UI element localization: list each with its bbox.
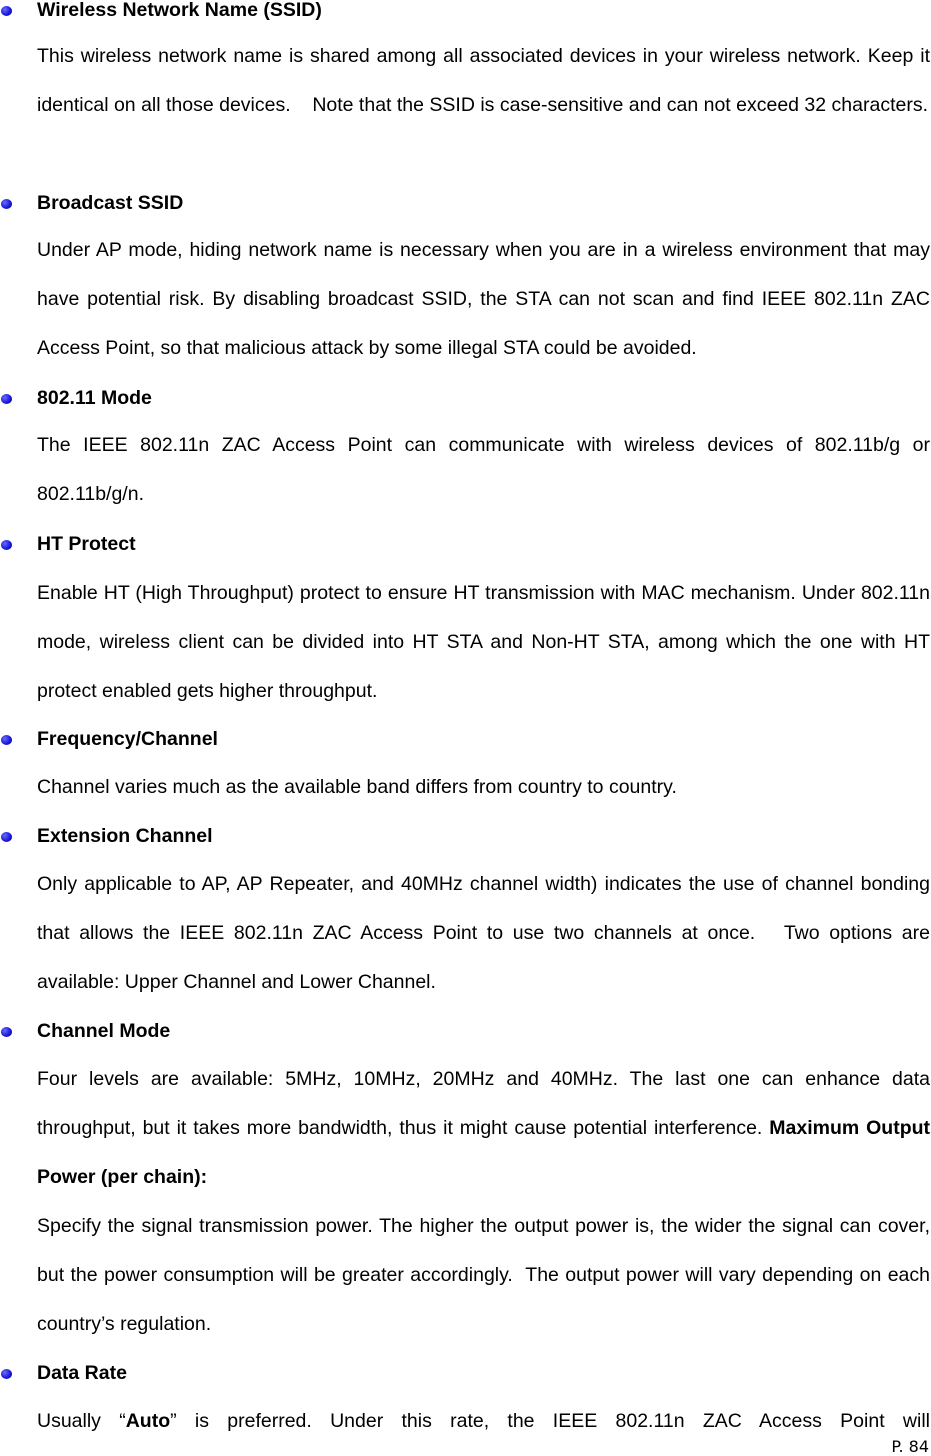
section-heading-ssid: Wireless Network Name (SSID) — [37, 0, 322, 22]
inline-heading-max-output-power: Maximum Output Power (per chain): — [37, 1117, 931, 1188]
bullet-icon — [1, 6, 12, 16]
section-heading-80211-mode: 802.11 Mode — [37, 386, 152, 410]
section-body-extension-channel: Only applicable to AP, AP Repeater, and 40MHz channel width) indicates the use of channel bonding that allows the IEEE 802.11n ZAC Access Point to use two channels at once. Two options are available: Upper Channel and Lower Channel. — [37, 873, 930, 993]
section-heading-ht-protect: HT Protect — [37, 532, 136, 556]
bullet-icon — [1, 1027, 12, 1037]
bullet-icon — [1, 540, 12, 550]
section-body-channel-mode: Four levels are available: 5MHz, 10MHz, 20MHz and 40MHz. The last one can enhance data throughput, but it takes more bandwidth, thus it might cause potential interference. Maximum Output Power (per chain): — [37, 1068, 931, 1188]
bullet-icon — [1, 1369, 12, 1379]
section-body-ssid: This wireless network name is shared among all associated devices in your wireless network. Keep it identical on all those devices. Note that the SSID is case-sensitive and can not exceed 32 characters. — [37, 45, 930, 116]
section-body-80211-mode: The IEEE 802.11n ZAC Access Point can communicate with wireless devices of 802.11b/g or 802.11b/g/n. — [37, 434, 930, 505]
section-heading-data-rate: Data Rate — [37, 1361, 127, 1385]
bullet-icon — [1, 394, 12, 404]
section-heading-frequency-channel: Frequency/Channel — [37, 727, 218, 751]
page-number: P. 84 — [891, 1437, 929, 1456]
bullet-icon — [1, 832, 12, 842]
section-body-ht-protect: Enable HT (High Throughput) protect to ensure HT transmission with MAC mechanism. Under 802.11n mode, wireless client can be divided into HT STA and Non-HT STA, among which the one with HT protect enabled gets higher throughput. — [37, 582, 930, 702]
section-heading-broadcast-ssid: Broadcast SSID — [37, 191, 183, 215]
section-heading-channel-mode: Channel Mode — [37, 1019, 170, 1043]
bullet-icon — [1, 199, 12, 209]
section-heading-extension-channel: Extension Channel — [37, 824, 213, 848]
section-body-broadcast-ssid: Under AP mode, hiding network name is necessary when you are in a wireless environment that may have potential risk. By disabling broadcast SSID, the STA can not scan and find IEEE 802.11n ZAC Access Point, so that malicious attack by some illegal STA could be avoided. — [37, 239, 930, 359]
section-body-data-rate: Usually “Auto” is preferred. Under this rate, the IEEE 802.11n ZAC Access Point will — [37, 1410, 930, 1432]
section-body-frequency-channel: Channel varies much as the available band differs from country to country. — [37, 776, 677, 798]
bullet-icon — [1, 735, 12, 745]
section-body-max-output-power: Specify the signal transmission power. The higher the output power is, the wider the signal can cover, but the power consumption will be greater accordingly. The output power will vary depending on each country’s regulation. — [37, 1215, 930, 1335]
